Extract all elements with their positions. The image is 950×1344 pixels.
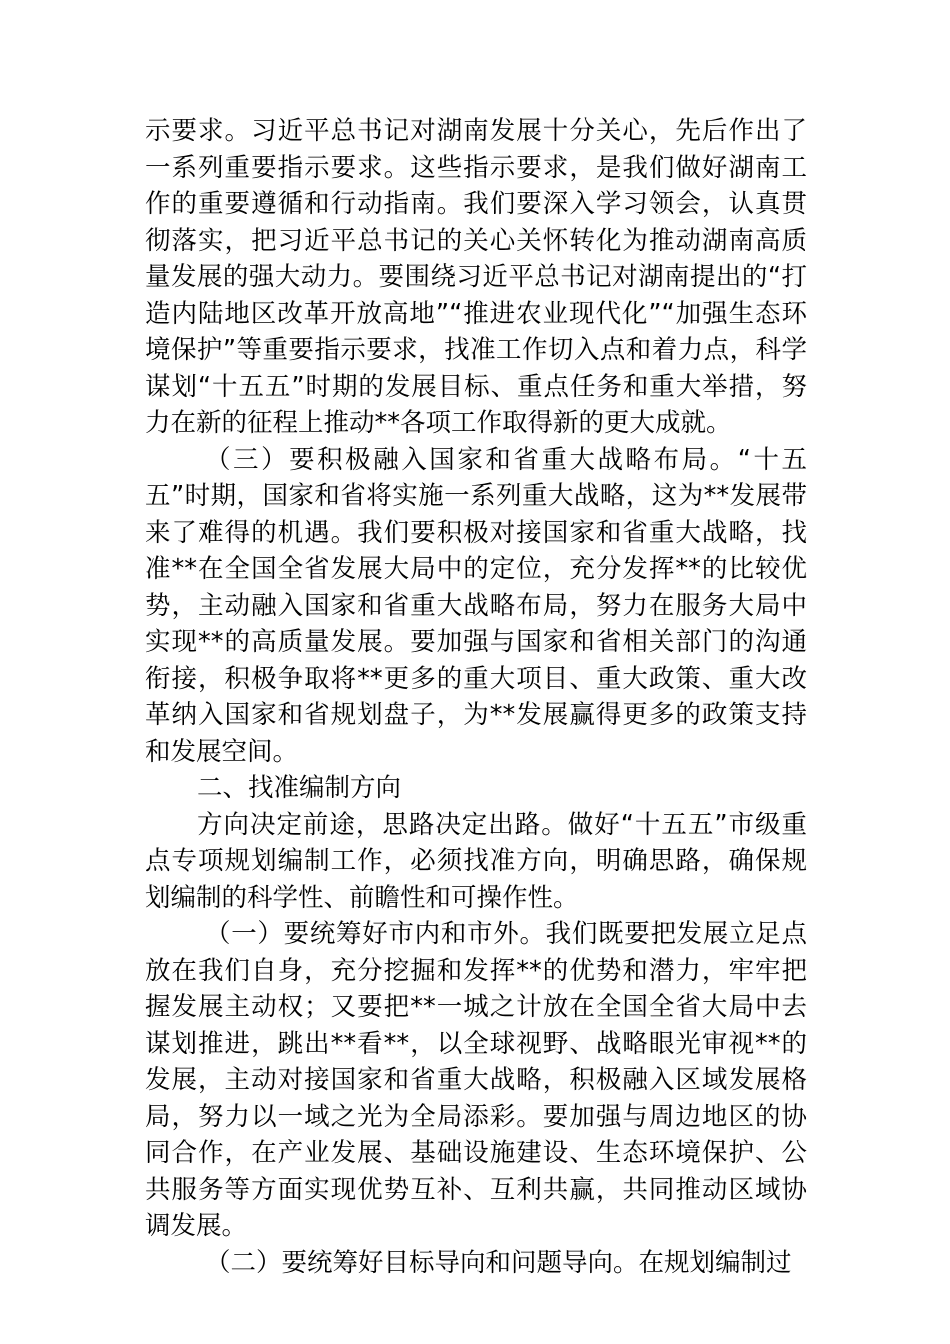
section-heading-2: 二、找准编制方向: [197, 773, 402, 803]
document-page: [145, 113, 807, 1281]
paragraph-subsection-2: （二）要统筹好目标导向和问题导向。在规划编制过: [205, 1247, 792, 1278]
paragraph-intro: 方向决定前途，思路决定出路。做好“十五五”市级重点专项规划编制工作，必须找准方向，明确思路，确保规划编制的科学性、前瞻性和可操作性。: [145, 809, 807, 913]
paragraph-section-3: （三）要积极融入国家和省重大战略布局。“十五五”时期，国家和省将实施一系列重大战略，这为**发展带来了难得的机遇。我们要积极对接国家和省重大战略，找准**在全国全省发展大局中的定位，充分发挥**的比较优势，主动融入国家和省重大战略布局，努力在服务大局中实现**的高质量发展。要加强与国家和省相关部门的沟通衔接，积极争取将**更多的重大项目、重大政策、重大改革纳入国家和省规划盘子，为**发展赢得更多的政策支持和发展空间。: [145, 444, 807, 767]
paragraph-continuation: 示要求。习近平总书记对湖南发展十分关心，先后作出了一系列重要指示要求。这些指示要求，是我们做好湖南工作的重要遵循和行动指南。我们要深入学习领会，认真贯彻落实，把习近平总书记的关心关怀转化为推动湖南高质量发展的强大动力。要围绕习近平总书记对湖南提出的“打造内陆地区改革开放高地”“推进农业现代化”“加强生态环境保护”等重要指示要求，找准工作切入点和着力点，科学谋划“十五五”时期的发展目标、重点任务和重大举措，努力在新的征程上推动**各项工作取得新的更大成就。: [145, 116, 807, 438]
paragraph-subsection-1: （一）要统筹好市内和市外。我们既要把发展立足点放在我们自身，充分挖掘和发挥**的优势和潜力，牢牢把握发展主动权；又要把**一城之计放在全国全省大局中去谋划推进，跳出**看**，以全球视野、战略眼光审视**的发展，主动对接国家和省重大战略，积极融入区域发展格局，努力以一域之光为全局添彩。要加强与周边地区的协同合作，在产业发展、基础设施建设、生态环境保护、公共服务等方面实现优势互补、互利共赢，共同推动区域协调发展。: [145, 919, 807, 1241]
